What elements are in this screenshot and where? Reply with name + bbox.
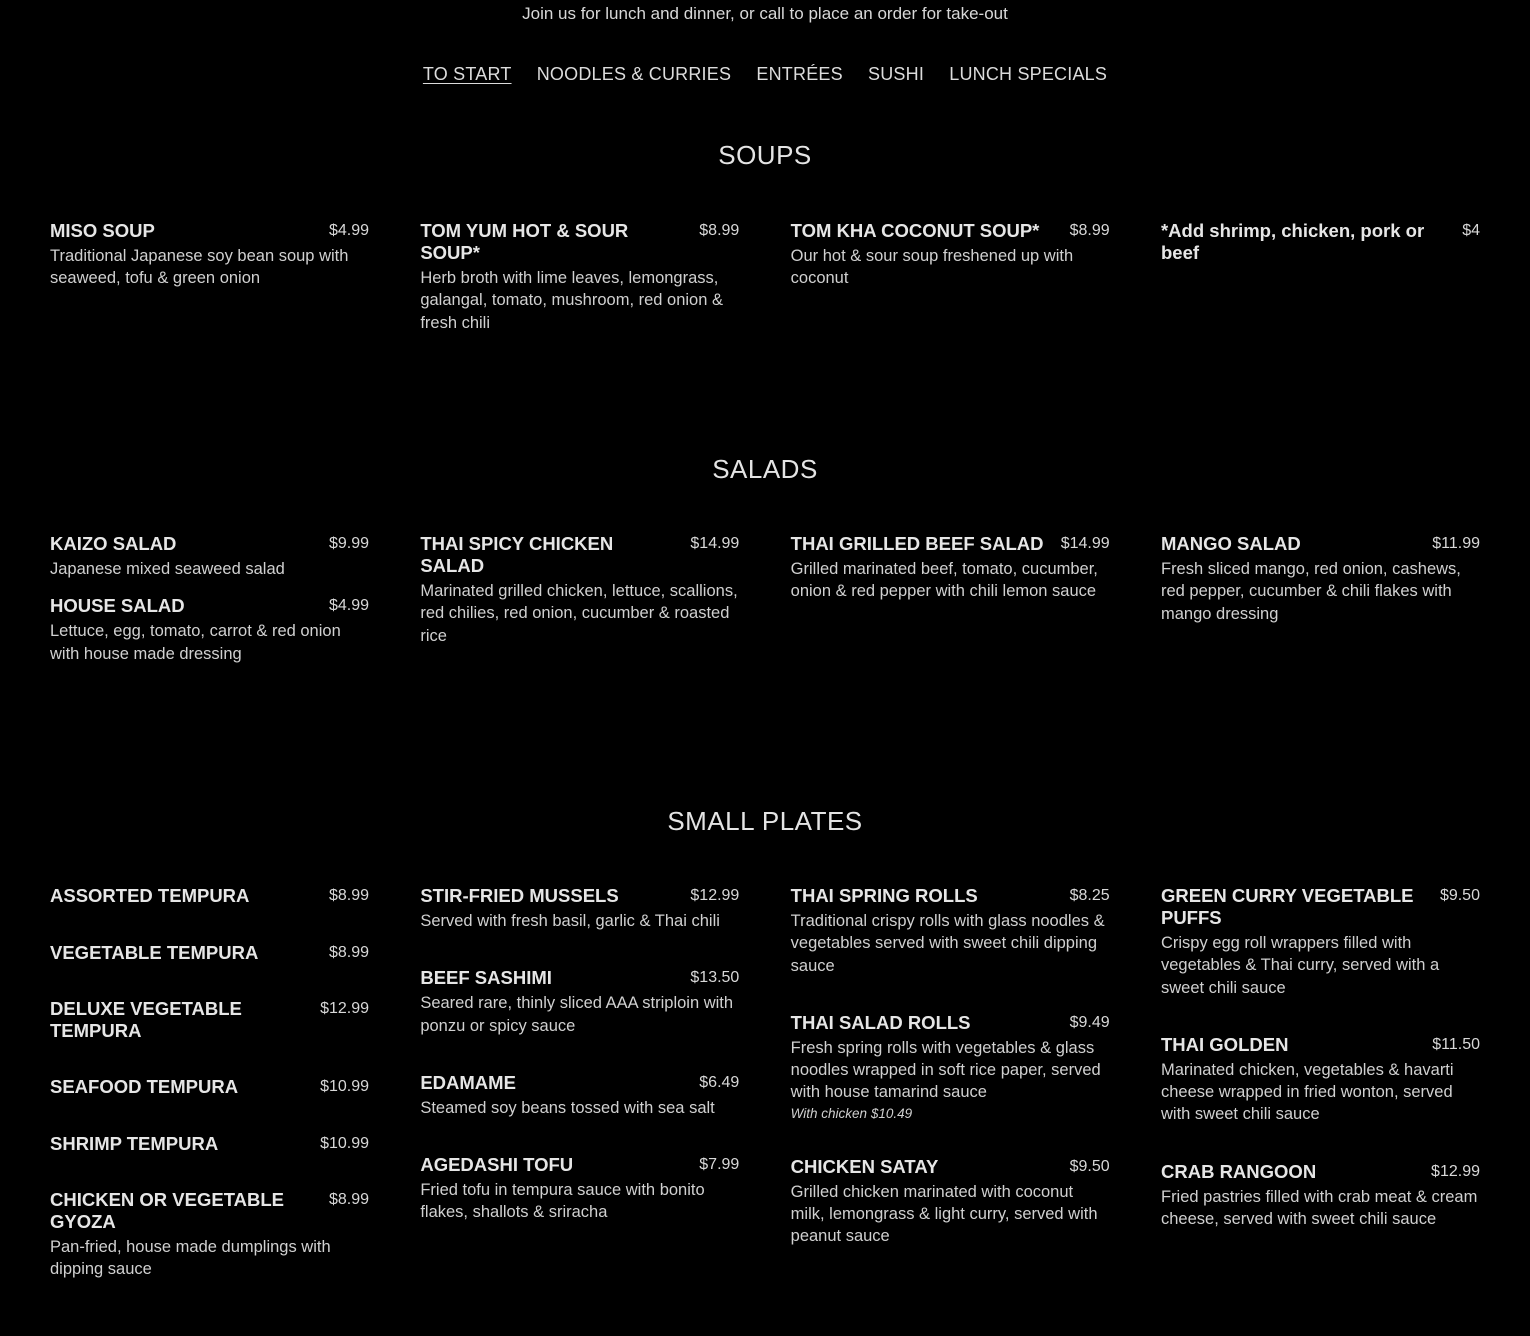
menu-item: [791, 885, 1110, 977]
menu-column: [1161, 533, 1480, 665]
section-soups: [50, 220, 1480, 334]
menu-item-name: HOUSE SALAD: [50, 595, 185, 617]
menu-item: [50, 1189, 369, 1281]
menu-column: [791, 885, 1110, 1281]
menu-item: [420, 1154, 739, 1224]
menu-item-description: Seared rare, thinly sliced AAA striploin with ponzu or spicy sauce: [420, 994, 734, 1035]
menu-item-description: Marinated grilled chicken, lettuce, scallions, red chilies, red onion, cucumber & roasted rice: [420, 582, 738, 645]
nav-item-lunch-specials[interactable]: LUNCH SPECIALS: [949, 64, 1108, 84]
menu-item: [50, 533, 369, 580]
menu-item-price: $11.50: [1432, 1035, 1480, 1053]
menu-item-price: $9.50: [1069, 1157, 1110, 1175]
menu-item-price: $8.99: [328, 944, 369, 961]
menu-item: [50, 595, 369, 665]
menu-item-price: $10.99: [320, 1135, 369, 1152]
section-title-salads: SALADS: [712, 454, 818, 484]
menu-item-price: $9.99: [328, 535, 369, 552]
menu-item-price: $10.99: [320, 1078, 369, 1095]
menu-column: [420, 220, 739, 334]
add-protein-note: *Add shrimp, chicken, pork or beef: [1160, 220, 1425, 263]
menu-item-name: CHICKEN OR VEGETABLE GYOZA: [50, 1189, 285, 1232]
menu-item: [791, 533, 1110, 603]
menu-item: [420, 220, 739, 334]
menu-item-name: AGEDASHI TOFU: [420, 1154, 574, 1176]
section-small-plates: [50, 885, 1480, 1281]
menu-item: [791, 220, 1110, 290]
menu-item-price: $9.50: [1439, 887, 1480, 904]
menu-item-name: GREEN CURRY VEGETABLE PUFFS: [1160, 885, 1414, 928]
section-title-soups: SOUPS: [718, 140, 812, 170]
menu-item: [50, 998, 369, 1042]
menu-item-price: $8.99: [328, 887, 369, 904]
menu-item-price: $6.49: [699, 1073, 740, 1091]
menu-item-name: EDAMAME: [420, 1071, 516, 1093]
menu-item: [1161, 1034, 1480, 1126]
section-title-small-plates: SMALL PLATES: [667, 806, 863, 836]
menu-column: [791, 533, 1110, 665]
menu-item: [420, 967, 739, 1037]
menu-item-price: $8.99: [328, 1191, 369, 1208]
menu-item-description: Pan-fried, house made dumplings with dipping sauce: [50, 1238, 331, 1279]
menu-item: [420, 1072, 739, 1119]
menu-item-description: Grilled marinated beef, tomato, cucumber, onion & red pepper with chili lemon sauce: [790, 560, 1098, 601]
menu-item: [50, 942, 369, 964]
menu-item-name: TOM YUM HOT & SOUR SOUP*: [420, 220, 629, 263]
menu-item-price: $13.50: [690, 969, 740, 987]
menu-item: [50, 1133, 369, 1155]
intro-text: Join us for lunch and dinner, or call to place an order for take-out: [522, 4, 1008, 23]
menu-column: [791, 220, 1110, 334]
menu-item-name: THAI SALAD ROLLS: [790, 1011, 971, 1033]
menu-item-name: STIR-FRIED MUSSELS: [420, 885, 619, 906]
menu-item-name: VEGETABLE TEMPURA: [50, 942, 259, 963]
menu-item-price: $4.99: [328, 222, 369, 239]
menu-item: [791, 1012, 1110, 1121]
menu-item-note: With chicken $10.49: [790, 1105, 913, 1121]
menu-item-description: Traditional crispy rolls with glass noodles & vegetables served with sweet chili dipping sauce: [790, 912, 1105, 975]
menu-item: [791, 1156, 1110, 1248]
menu-column: [1161, 220, 1480, 334]
menu-item-price: $14.99: [690, 535, 740, 552]
menu-item-price: $12.99: [690, 887, 740, 904]
menu-column: [50, 533, 369, 665]
menu-item-description: Japanese mixed seaweed salad: [50, 560, 285, 578]
nav-item-noodles-curries[interactable]: NOODLES & CURRIES: [536, 64, 732, 84]
menu-item-name: MANGO SALAD: [1160, 533, 1301, 554]
menu-item-description: Fresh sliced mango, red onion, cashews, red pepper, cucumber & chili flakes with mango dressing: [1160, 560, 1461, 623]
menu-item-name: SHRIMP TEMPURA: [50, 1133, 219, 1154]
menu-item-description: Steamed soy beans tossed with sea salt: [420, 1098, 715, 1117]
menu-item-name: THAI GRILLED BEEF SALAD: [790, 533, 1044, 554]
nav-item-to-start[interactable]: TO START: [422, 64, 512, 84]
menu-item-name: TOM KHA COCONUT SOUP*: [790, 220, 1040, 241]
menu-item-name: THAI SPICY CHICKEN SALAD: [420, 533, 614, 576]
menu-item-price: $12.99: [320, 1000, 369, 1017]
menu-item-price: $9.49: [1069, 1013, 1110, 1031]
menu-item: [1161, 885, 1480, 999]
menu-item-name: MISO SOUP: [50, 220, 155, 241]
menu-item-price: $7.99: [699, 1156, 740, 1174]
menu-item: [50, 220, 369, 290]
menu-item-price: $8.25: [1069, 887, 1110, 904]
menu-item-description: Crispy egg roll wrappers filled with vegetables & Thai curry, served with a sweet chili sauce: [1160, 934, 1440, 997]
menu-item-description: Lettuce, egg, tomato, carrot & red onion with house made dressing: [50, 622, 341, 663]
menu-item-description: Fried tofu in tempura sauce with bonito flakes, shallots & sriracha: [420, 1181, 705, 1222]
menu-item: [50, 885, 369, 907]
menu-item: [1161, 1161, 1480, 1231]
menu-item-price: $4: [1462, 222, 1480, 239]
menu-item-name: ASSORTED TEMPURA: [50, 885, 250, 906]
menu-item-name: SEAFOOD TEMPURA: [50, 1076, 239, 1097]
section-salads: [50, 533, 1480, 665]
nav-item-sushi[interactable]: SUSHI: [868, 64, 925, 84]
menu-column: [50, 220, 369, 334]
menu-item-price: $4.99: [328, 597, 369, 615]
menu-item-description: Herb broth with lime leaves, lemongrass, galangal, tomato, mushroom, red onion & fresh chili: [420, 269, 723, 332]
menu-item-price: $12.99: [1431, 1162, 1480, 1180]
menu-item: [420, 885, 739, 932]
menu-column: [420, 533, 739, 665]
menu-column: [50, 885, 369, 1281]
menu-item-name: THAI SPRING ROLLS: [790, 885, 978, 906]
menu-item-description: Traditional Japanese soy bean soup with seaweed, tofu & green onion: [50, 247, 349, 288]
menu-item: [50, 1076, 369, 1098]
menu-item-description: Served with fresh basil, garlic & Thai chili: [420, 912, 720, 930]
menu-item-price: $11.99: [1432, 535, 1480, 552]
menu-item-name: DELUXE VEGETABLE TEMPURA: [50, 998, 242, 1041]
menu-item-price: $8.99: [699, 222, 740, 239]
menu-item: [1161, 220, 1480, 264]
menu-item-name: BEEF SASHIMI: [420, 967, 552, 989]
menu-item-description: Fresh spring rolls with vegetables & glass noodles wrapped in soft rice paper, served with house tamarind sauce: [790, 1038, 1101, 1102]
menu-item-price: $8.99: [1069, 222, 1110, 239]
menu-column: [420, 885, 739, 1281]
menu-item-name: CHICKEN SATAY: [790, 1155, 939, 1177]
menu-item-name: THAI GOLDEN: [1160, 1033, 1289, 1055]
menu-item-description: Fried pastries filled with crab meat & cream cheese, served with sweet chili sauce: [1160, 1187, 1478, 1229]
menu-item-name: KAIZO SALAD: [50, 533, 177, 554]
menu-item: [1161, 533, 1480, 625]
menu-item-description: Our hot & sour soup freshened up with coconut: [790, 247, 1074, 288]
menu-item-description: Grilled chicken marinated with coconut milk, lemongrass & light curry, served with peanut sauce: [790, 1182, 1098, 1246]
menu-item-price: $14.99: [1060, 535, 1110, 552]
nav-item-entrees[interactable]: ENTRÉES: [756, 64, 843, 84]
menu-item-description: Marinated chicken, vegetables & havarti cheese wrapped in fried wonton, served with sweet chili sauce: [1160, 1060, 1454, 1124]
menu-item-name: CRAB RANGOON: [1160, 1160, 1317, 1182]
menu-category-nav: [0, 64, 1530, 85]
menu-column: [1161, 885, 1480, 1281]
menu-item: [420, 533, 739, 647]
